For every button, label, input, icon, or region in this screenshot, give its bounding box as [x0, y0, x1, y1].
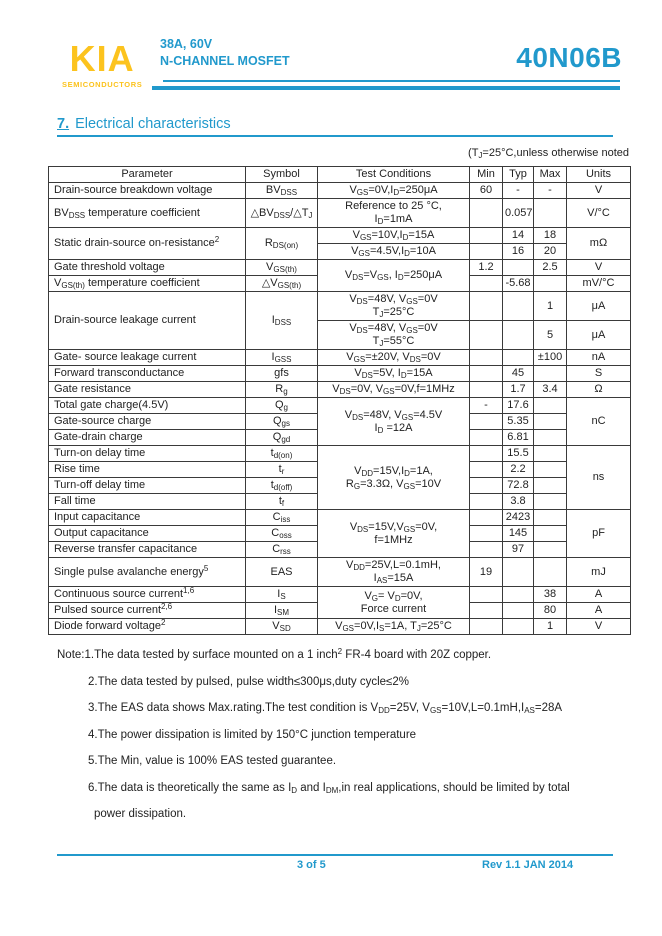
cell-min — [470, 619, 503, 635]
electrical-characteristics-table — [48, 166, 631, 635]
cell-sym: $Q_g$ — [246, 398, 318, 414]
cell-sym: $t_f$ — [246, 494, 318, 510]
page-number: 3 of 5 — [297, 859, 326, 871]
cell-sym: $Q_{gd}$ — [246, 430, 318, 446]
cell-min — [470, 542, 503, 558]
column-header: Symbol — [246, 167, 318, 183]
cell-min — [470, 510, 503, 526]
cell-typ: 45 — [503, 366, 534, 382]
note-line: 5.The Min, value is 100% EAS tested guarantee. — [88, 755, 337, 767]
cell-sym: $I_S$ — [246, 587, 318, 603]
cell-max — [534, 276, 567, 292]
cell-max — [534, 542, 567, 558]
cell-min — [470, 276, 503, 292]
cell-max — [534, 510, 567, 526]
cell-param: Output capacitance — [49, 526, 246, 542]
column-header: Parameter — [49, 167, 246, 183]
cell-max: 1 — [534, 619, 567, 635]
cell-cond: $V_{DS}=V_{GS}$, $I_D=250\mu A$ — [318, 260, 470, 292]
cell-min — [470, 446, 503, 462]
cell-max — [534, 414, 567, 430]
cell-sym: EAS — [246, 558, 318, 587]
test-condition-note: ($T_J=25^\circ C,unless$ otherwise noted — [468, 147, 629, 160]
revision-label: Rev 1.1 JAN 2014 — [482, 859, 574, 871]
cell-sym: $V_{SD}$ — [246, 619, 318, 635]
table-row — [49, 382, 631, 398]
cell-cond: $V_{GS}=4.5V,I_D=10A$ — [318, 244, 470, 260]
header-rule-thick — [152, 86, 620, 90]
cell-min — [470, 321, 503, 350]
cell-cond: $V_{DS}=15V,V_{GS}=0V$, f=1MHz — [318, 510, 470, 558]
cell-param: Drain-source breakdown voltage — [49, 183, 246, 199]
cell-max — [534, 478, 567, 494]
cell-min — [470, 603, 503, 619]
cell-min — [470, 587, 503, 603]
cell-sym: $R_{DS(on)}$ — [246, 228, 318, 260]
cell-typ: 0.057 — [503, 199, 534, 228]
cell-max: 80 — [534, 603, 567, 619]
cell-units: V/°C — [567, 199, 631, 228]
cell-units: V — [567, 183, 631, 199]
notes — [48, 648, 630, 822]
cell-sym: $I_{DSS}$ — [246, 292, 318, 350]
cell-typ — [503, 321, 534, 350]
cell-typ — [503, 603, 534, 619]
table-row — [49, 260, 631, 276]
cell-typ: - — [503, 183, 534, 199]
cell-units: mJ — [567, 558, 631, 587]
note-line: 6.The data is theoretically the same as $I_D$ and $I_{DM},in$ real applications, should be limited by total — [88, 781, 570, 795]
cell-typ: 6.81 — [503, 430, 534, 446]
cell-typ: 3.8 — [503, 494, 534, 510]
cell-min — [470, 244, 503, 260]
cell-min — [470, 430, 503, 446]
cell-param: Continuous source current$^{1,6}$ — [49, 587, 246, 603]
cell-param: $BV_{DSS}$ temperature coefficient — [49, 199, 246, 228]
cell-max: 38 — [534, 587, 567, 603]
table-row — [49, 228, 631, 244]
note-line: 3.The EAS data shows Max.rating.The test condition is $V_{DD}=25V$, $V_{GS}=10V,L=0.1mH,I_{AS}=28A$ — [88, 702, 563, 715]
cell-typ — [503, 292, 534, 321]
footer-rule — [57, 854, 613, 856]
cell-param: Static drain-source on-resistance$^2$ — [49, 228, 246, 260]
cell-units: A — [567, 587, 631, 603]
cell-min — [470, 478, 503, 494]
cell-typ: 2423 — [503, 510, 534, 526]
note-line: Note:1.The data tested by surface mounted on a 1 inch$^2$ FR-4 board with 20Z copper. — [57, 647, 492, 661]
cell-param: Gate threshold voltage — [49, 260, 246, 276]
cell-cond: $V_{DD}=25V,L=0.1mH$, $I_{AS}=15A$ — [318, 558, 470, 587]
cell-min: 19 — [470, 558, 503, 587]
table-head — [49, 167, 631, 183]
table-body — [49, 183, 631, 635]
table-row — [49, 446, 631, 462]
cell-max: ±100 — [534, 350, 567, 366]
header-row — [49, 167, 631, 183]
cell-sym: $\triangle BV_{DSS}/\triangle T_J$ — [246, 199, 318, 228]
cell-min: 1.2 — [470, 260, 503, 276]
cell-max — [534, 494, 567, 510]
content — [48, 166, 630, 834]
cell-param: Total gate charge(4.5V) — [49, 398, 246, 414]
cell-units: nA — [567, 350, 631, 366]
column-header: Units — [567, 167, 631, 183]
cell-cond: $V_{DD}=15V,I_D=1A$, $R_G=3.3\Omega$, $V_{GS}=10V$ — [318, 446, 470, 510]
cell-units: mV/°C — [567, 276, 631, 292]
cell-param: Gate- source leakage current — [49, 350, 246, 366]
cell-typ: 16 — [503, 244, 534, 260]
spec-rating: 38A, 60V — [160, 37, 213, 51]
section-number: 7. — [57, 116, 70, 132]
cell-param: Reverse transfer capacitance — [49, 542, 246, 558]
spec-device-type: N-CHANNEL MOSFET — [160, 54, 290, 68]
table-row — [49, 619, 631, 635]
header-rule-thin — [163, 80, 620, 82]
cell-typ: 145 — [503, 526, 534, 542]
cell-typ: 17.6 — [503, 398, 534, 414]
cell-sym: $R_g$ — [246, 382, 318, 398]
cell-min — [470, 494, 503, 510]
brand-subtitle: SEMICONDUCTORS — [62, 80, 143, 89]
cell-param: Drain-source leakage current — [49, 292, 246, 350]
cell-typ: 1.7 — [503, 382, 534, 398]
cell-sym: $BV_{DSS}$ — [246, 183, 318, 199]
cell-typ: -5.68 — [503, 276, 534, 292]
cell-units: V — [567, 619, 631, 635]
product-specs — [160, 36, 290, 70]
cell-param: Gate-drain charge — [49, 430, 246, 446]
note-line: power dissipation. — [94, 808, 187, 820]
cell-typ: 72.8 — [503, 478, 534, 494]
cell-max — [534, 430, 567, 446]
cell-max — [534, 446, 567, 462]
cell-min — [470, 414, 503, 430]
part-number: 40N06B — [516, 42, 622, 73]
cell-sym: $C_{oss}$ — [246, 526, 318, 542]
cell-sym: $\triangle V_{GS(th)}$ — [246, 276, 318, 292]
cell-cond: $V_G= V_D=0V$, Force current — [318, 587, 470, 619]
cell-param: Turn-off delay time — [49, 478, 246, 494]
cell-max — [534, 462, 567, 478]
cell-units: V — [567, 260, 631, 276]
cell-units: pF — [567, 510, 631, 558]
cell-units: A — [567, 603, 631, 619]
section-title: Electrical characteristics — [75, 116, 231, 132]
cell-param: Gate resistance — [49, 382, 246, 398]
cell-cond: $V_{DS}=48V$, $V_{GS}=4.5V$ $I_D =12A$ — [318, 398, 470, 446]
cell-typ: 2.2 — [503, 462, 534, 478]
cell-param: Single pulse avalanche energy$^5$ — [49, 558, 246, 587]
cell-param: Pulsed source current$^{2,6}$ — [49, 603, 246, 619]
cell-max — [534, 366, 567, 382]
cell-cond: $V_{DS}=48V$, $V_{GS}=0V$ $T_J=25^\circ C$ — [318, 292, 470, 321]
cell-typ — [503, 558, 534, 587]
cell-typ: 15.5 — [503, 446, 534, 462]
table-row — [49, 510, 631, 526]
cell-sym: $I_{GSS}$ — [246, 350, 318, 366]
cell-typ — [503, 619, 534, 635]
cell-cond: $V_{GS}=0V,I_S=1A$, $T_J=25^\circ C$ — [318, 619, 470, 635]
cell-max: - — [534, 183, 567, 199]
cell-cond: $V_{GS}=\pm 20V$, $V_{DS}=0V$ — [318, 350, 470, 366]
cell-max — [534, 526, 567, 542]
cell-min: - — [470, 398, 503, 414]
cell-min: 60 — [470, 183, 503, 199]
cell-max: 5 — [534, 321, 567, 350]
column-header: Test Conditions — [318, 167, 470, 183]
cell-units: mΩ — [567, 228, 631, 260]
cell-typ: 14 — [503, 228, 534, 244]
cell-sym: $t_{d(on)}$ — [246, 446, 318, 462]
cell-cond: $V_{DS}=5V$, $I_D=15A$ — [318, 366, 470, 382]
cell-cond: Reference to 25 °C, $I_D=1mA$ — [318, 199, 470, 228]
cell-cond: $V_{GS}=10V,I_D=15A$ — [318, 228, 470, 244]
cell-sym: gfs — [246, 366, 318, 382]
column-header: Max — [534, 167, 567, 183]
cell-units: nC — [567, 398, 631, 446]
cell-sym: $V_{GS(th)}$ — [246, 260, 318, 276]
cell-sym: $Q_{gs}$ — [246, 414, 318, 430]
table-row — [49, 292, 631, 321]
table-row — [49, 587, 631, 603]
table-row — [49, 199, 631, 228]
note-line: 4.The power dissipation is limited by 150°C junction temperature — [88, 728, 417, 741]
cell-typ: 5.35 — [503, 414, 534, 430]
cell-param: Forward transconductance — [49, 366, 246, 382]
cell-min — [470, 462, 503, 478]
cell-sym: $C_{iss}$ — [246, 510, 318, 526]
cell-min — [470, 292, 503, 321]
cell-max: 3.4 — [534, 382, 567, 398]
table-row — [49, 558, 631, 587]
cell-max: 2.5 — [534, 260, 567, 276]
section-heading — [57, 116, 613, 137]
cell-max: 20 — [534, 244, 567, 260]
cell-min — [470, 366, 503, 382]
cell-min — [470, 526, 503, 542]
table-row — [49, 398, 631, 414]
cell-typ — [503, 587, 534, 603]
brand-logo — [62, 40, 142, 89]
cell-param: Rise time — [49, 462, 246, 478]
cell-cond: $V_{DS}=48V$, $V_{GS}=0V$ $T_J=55^\circ C$ — [318, 321, 470, 350]
cell-sym: $I_{SM}$ — [246, 603, 318, 619]
cell-param: Fall time — [49, 494, 246, 510]
note-line: 2.The data tested by pulsed, pulse width≤300μs,duty cycle≤2% — [88, 675, 409, 688]
cell-min — [470, 382, 503, 398]
cell-param: Input capacitance — [49, 510, 246, 526]
column-header: Typ — [503, 167, 534, 183]
cell-units: ns — [567, 446, 631, 510]
cell-typ: 97 — [503, 542, 534, 558]
column-header: Min — [470, 167, 503, 183]
cell-max — [534, 398, 567, 414]
cell-param: Gate-source charge — [49, 414, 246, 430]
table-row — [49, 350, 631, 366]
cell-max: 18 — [534, 228, 567, 244]
cell-cond: $V_{GS}=0V,I_D=250\mu A$ — [318, 183, 470, 199]
cell-units: S — [567, 366, 631, 382]
cell-min — [470, 350, 503, 366]
cell-typ — [503, 260, 534, 276]
cell-typ — [503, 350, 534, 366]
cell-cond: $V_{DS}=0V$, $V_{GS}=0V,f=1MHz$ — [318, 382, 470, 398]
cell-max — [534, 558, 567, 587]
cell-units: μA — [567, 292, 631, 321]
cell-param: Diode forward voltage$^2$ — [49, 619, 246, 635]
table-row — [49, 183, 631, 199]
brand-name: KIA — [69, 38, 135, 79]
table-row — [49, 366, 631, 382]
cell-min — [470, 228, 503, 244]
cell-units: μA — [567, 321, 631, 350]
cell-sym: $t_r$ — [246, 462, 318, 478]
cell-max — [534, 199, 567, 228]
cell-param: Turn-on delay time — [49, 446, 246, 462]
cell-param: $V_{GS(th)}$ temperature coefficient — [49, 276, 246, 292]
cell-units: Ω — [567, 382, 631, 398]
cell-max: 1 — [534, 292, 567, 321]
cell-min — [470, 199, 503, 228]
cell-sym: $t_{d(off)}$ — [246, 478, 318, 494]
cell-sym: $C_{rss}$ — [246, 542, 318, 558]
